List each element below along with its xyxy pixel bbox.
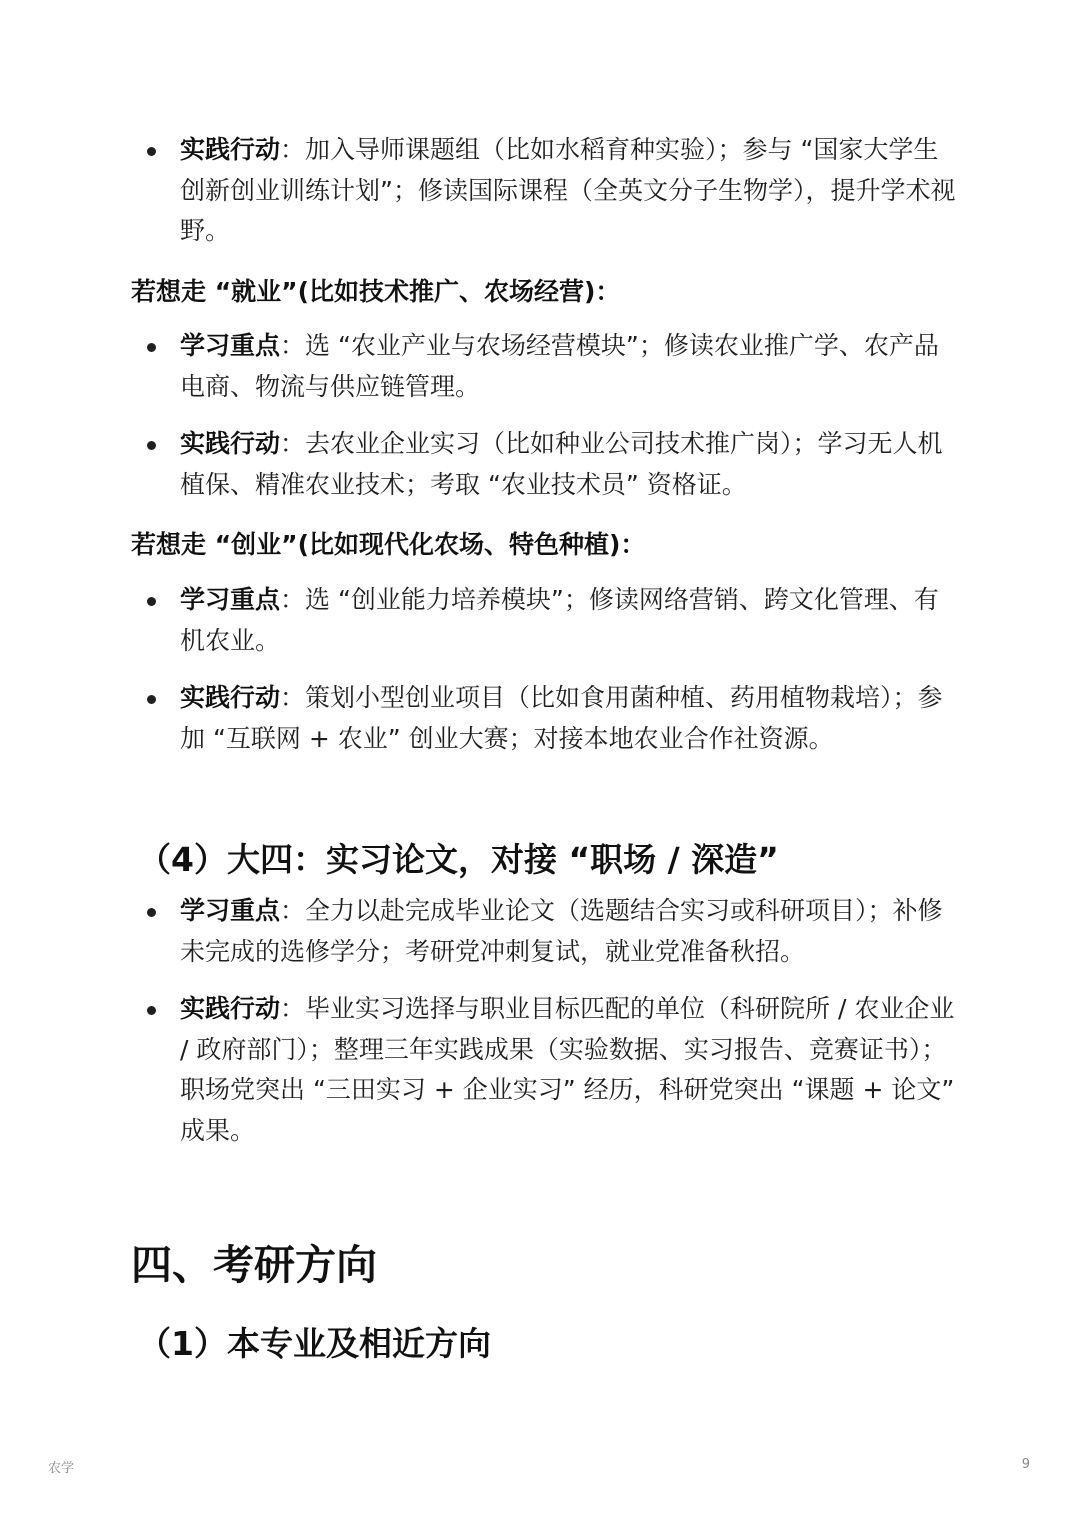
item-text: ：加入导师课题组（比如水稻育种实验）；参与 “国家大学生创新创业训练计划”；修读国际课程（全英文分子生物学），提升学术视野。: [180, 135, 956, 245]
item-label: 实践行动: [180, 429, 281, 458]
item-label: 学习重点: [180, 896, 281, 925]
bullet-dot-icon: [147, 908, 156, 917]
list-item: [0, 424, 1080, 505]
item-text: ：毕业实习选择与职业目标匹配的单位（科研院所 / 农业企业 / 政府部门）；整理三年实践成果（实验数据、实习报告、竞赛证书）；职场党突出 “三田实习 + 企业实习” 经历，科研党突出 “课题 + 论文” 成果。: [180, 994, 955, 1145]
item-label: 实践行动: [180, 135, 281, 164]
page-number: 9: [1021, 1457, 1030, 1472]
list-item: [0, 989, 1080, 1151]
bullet-list-employment: [0, 326, 1080, 505]
item-label: 学习重点: [180, 331, 281, 360]
section-title: 四、考研方向: [131, 1241, 377, 1289]
list-item: [0, 130, 1080, 252]
subsection-title: （1）本专业及相近方向: [138, 1324, 491, 1363]
employment-heading: 若想走 “就业”(比如技术推广、农场经营)：: [131, 277, 621, 306]
bullet-list-academic: [0, 130, 1080, 252]
list-item: [0, 678, 1080, 759]
item-label: 实践行动: [180, 683, 281, 712]
list-item: [0, 891, 1080, 972]
list-item: [0, 580, 1080, 661]
item-label: 学习重点: [180, 585, 281, 614]
bullet-dot-icon: [147, 597, 156, 606]
startup-heading: 若想走 “创业”(比如现代化农场、特色种植)：: [131, 530, 646, 559]
bullet-list-startup: [0, 580, 1080, 759]
list-item: [0, 326, 1080, 407]
item-text: ：去农业企业实习（比如种业公司技术推广岗）；学习无人机植保、精准农业技术；考取 “农业技术员” 资格证。: [180, 429, 943, 499]
bullet-list-senior: [0, 891, 1080, 1151]
bullet-dot-icon: [147, 147, 156, 156]
item-text: ：策划小型创业项目（比如食用菌种植、药用植物栽培）；参加 “互联网 + 农业” 创业大赛；对接本地农业合作社资源。: [180, 683, 943, 753]
bullet-dot-icon: [147, 695, 156, 704]
item-text: ：全力以赴完成毕业论文（选题结合实习或科研项目）；补修未完成的选修学分；考研党冲刺复试，就业党准备秋招。: [180, 896, 943, 966]
item-text: ：选 “农业产业与农场经营模块”；修读农业推广学、农产品电商、物流与供应链管理。: [180, 331, 939, 401]
bullet-dot-icon: [147, 441, 156, 450]
footer-title: 农学: [48, 1461, 75, 1476]
item-label: 实践行动: [180, 994, 281, 1023]
senior-year-heading: （4）大四：实习论文，对接 “职场 / 深造”: [138, 840, 779, 879]
item-text: ：选 “创业能力培养模块”；修读网络营销、跨文化管理、有机农业。: [180, 585, 939, 655]
bullet-dot-icon: [147, 343, 156, 352]
bullet-dot-icon: [147, 1006, 156, 1015]
